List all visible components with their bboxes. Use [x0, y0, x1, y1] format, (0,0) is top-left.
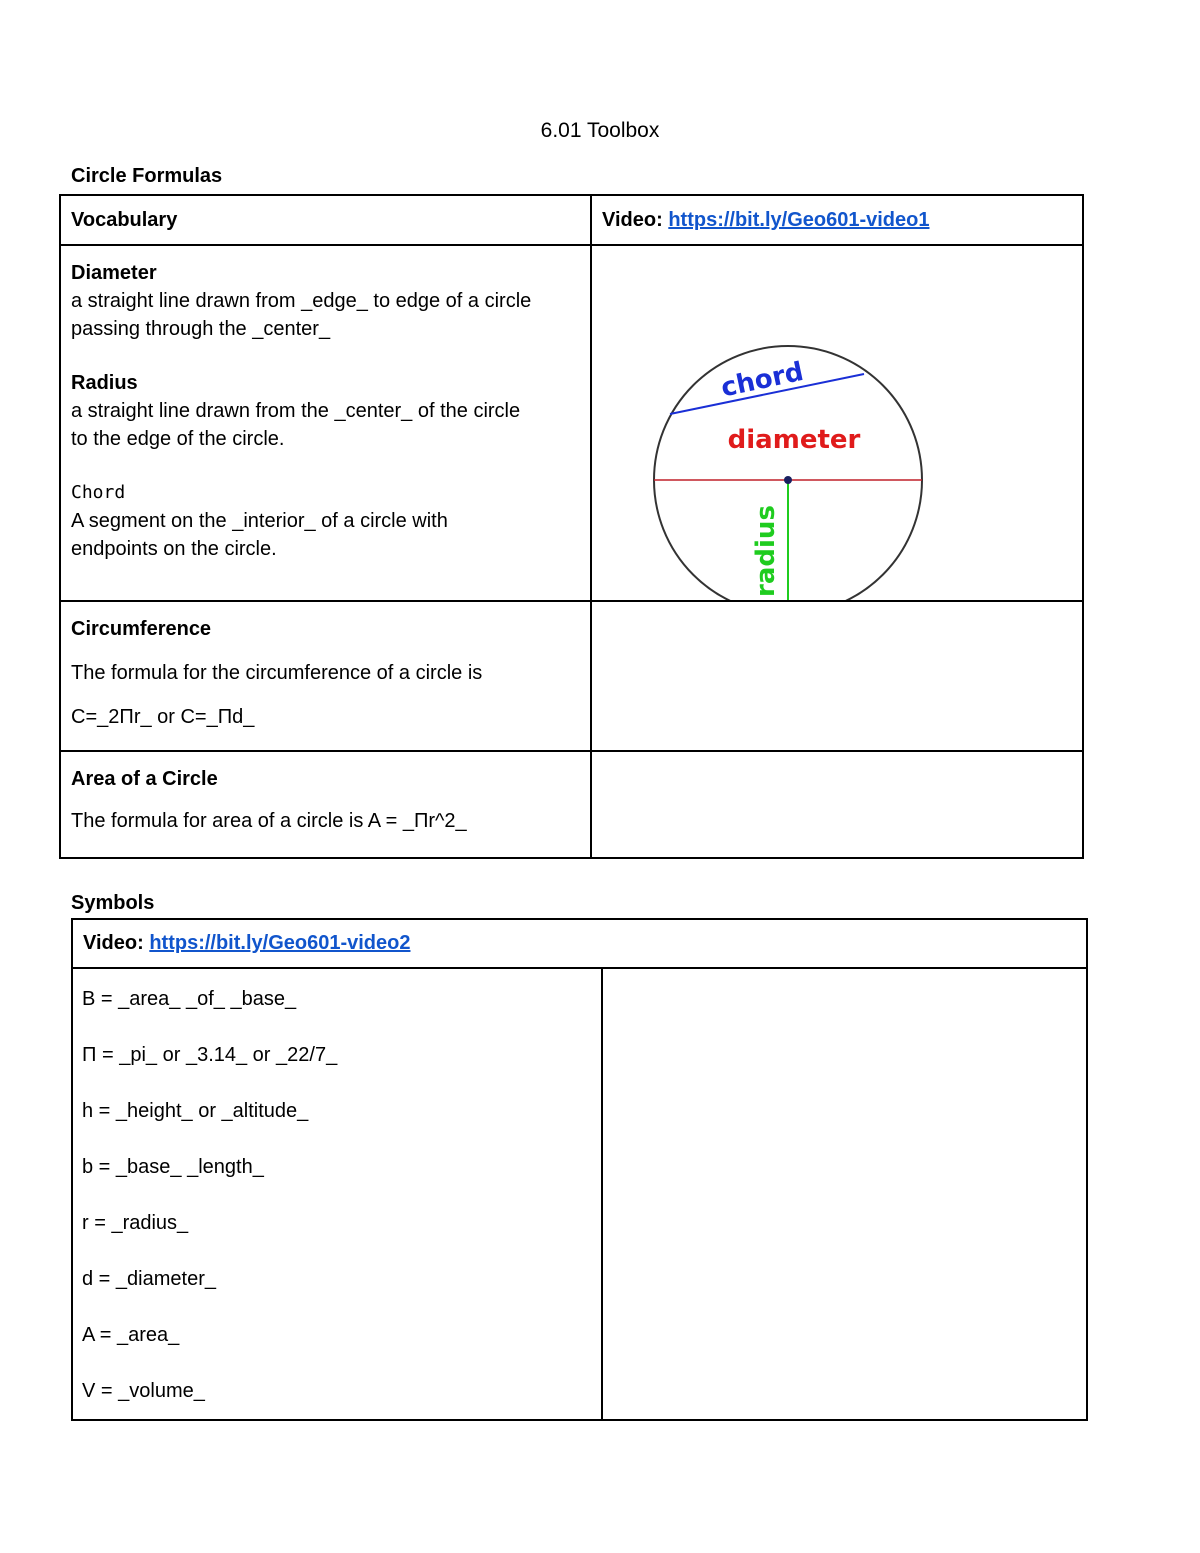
symbol-item-b: b = _base_ _length_ — [82, 1156, 264, 1178]
symbols-list-cell — [72, 968, 602, 1420]
symbol-item-A: A = _area_ — [82, 1324, 180, 1346]
symbol-item-B: B = _area_ _of_ _base_ — [82, 988, 297, 1010]
radius-term: Radius — [71, 372, 138, 394]
symbols-empty-cell — [602, 968, 1087, 1420]
video1-link[interactable]: https://bit.ly/Geo601-video1 — [668, 209, 930, 231]
symbols-heading: Symbols — [71, 892, 155, 914]
circumference-term: Circumference — [71, 618, 212, 640]
circumference-description: The formula for the circumference of a circle is — [71, 662, 483, 684]
circumference-cell — [60, 601, 591, 751]
circle-diagram-cell — [591, 245, 1083, 601]
video-header-cell — [591, 195, 1083, 245]
vocabulary-header-cell — [60, 195, 591, 245]
center-point — [784, 476, 792, 484]
video2-link[interactable]: https://bit.ly/Geo601-video2 — [149, 932, 411, 954]
symbols-table — [71, 918, 1088, 1421]
symbol-item-V: V = _volume_ — [82, 1380, 205, 1402]
radius-label: radius — [751, 505, 781, 597]
page-title: 6.01 Toolbox — [540, 119, 660, 142]
symbol-item-r: r = _radius_ — [82, 1212, 189, 1234]
circumference-formula: C=_2Πr_ or C=_Πd_ — [71, 706, 255, 728]
area-empty-cell — [591, 751, 1083, 858]
radius-definition-2: to the edge of the circle. — [71, 428, 285, 450]
area-term: Area of a Circle — [71, 768, 218, 790]
vocabulary-header: Vocabulary — [71, 209, 178, 231]
diameter-definition-2: passing through the _center_ — [71, 318, 331, 340]
symbols-video-label: Video: — [83, 932, 150, 954]
diameter-definition-1: a straight line drawn from _edge_ to edge of a circle — [71, 290, 532, 312]
symbol-item-d: d = _diameter_ — [82, 1268, 216, 1290]
symbols-video-header-cell — [72, 919, 1087, 968]
symbol-item-h: h = _height_ or _altitude_ — [82, 1100, 309, 1122]
circle-formulas-heading: Circle Formulas — [71, 165, 223, 187]
symbol-item-pi: Π = _pi_ or _3.14_ or _22/7_ — [82, 1044, 338, 1066]
area-cell — [60, 751, 591, 858]
circumference-empty-cell — [591, 601, 1083, 751]
diameter-term: Diameter — [71, 262, 157, 284]
video-label: Video: — [602, 209, 669, 231]
area-formula: The formula for area of a circle is A = _Πr^2_ — [71, 810, 467, 832]
chord-label: chord — [718, 356, 807, 404]
chord-definition-2: endpoints on the circle. — [71, 538, 277, 560]
radius-definition-1: a straight line drawn from the _center_ of the circle — [71, 400, 521, 422]
chord-definition-1: A segment on the _interior_ of a circle with — [71, 510, 448, 532]
circle-diagram — [592, 246, 1082, 600]
circle-formulas-table — [59, 194, 1084, 859]
diameter-label: diameter — [727, 425, 861, 455]
chord-term: Chord — [71, 482, 126, 503]
vocabulary-definitions-cell — [60, 245, 591, 601]
